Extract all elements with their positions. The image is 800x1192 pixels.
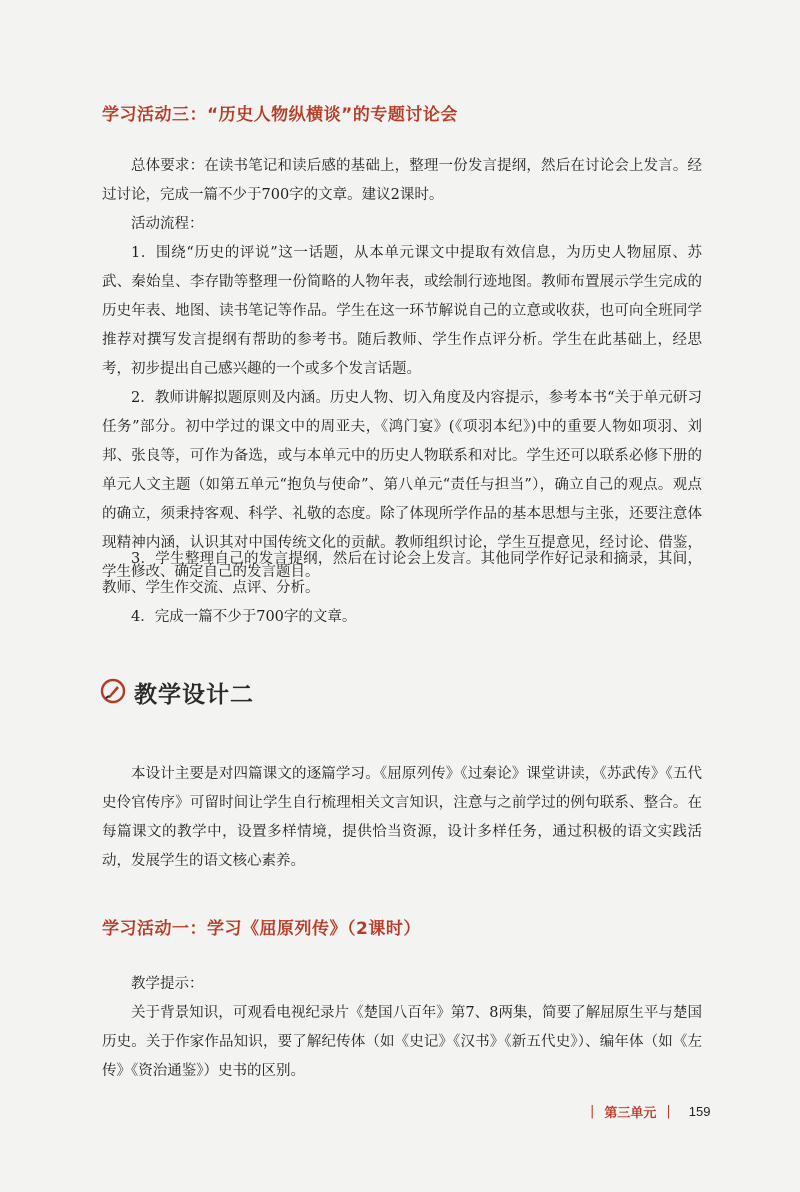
page-footer <box>590 1102 711 1121</box>
activity1-heading: 学习活动一：学习《屈原列传》（2课时） <box>102 919 421 939</box>
activity3-heading: 学习活动三：“历史人物纵横谈”的专题讨论会 <box>102 105 458 125</box>
design2-intro: 本设计主要是对四篇课文的逐篇学习。《屈原列传》《过秦论》课堂讲读，《苏武传》《五代史伶官传序》可留时间让学生自行梳理相关文言知识，注意与之前学过的例句联系、整合。在每篇课文的教学中，设置多样情境，提供恰当资源，设计多样任务，通过积极的语文实践活动，发展学生的语文核心素养。 <box>102 766 702 869</box>
design2-title: 教学设计二 <box>134 682 254 708</box>
activity3-step-1: 1．围绕“历史的评说”这一话题，从本单元课文中提取有效信息，为历史人物屈原、苏武、秦始皇、李存勖等整理一份简略的人物年表，或绘制行迹地图。教师布置展示学生完成的历史年表、地图、读书笔记等作品。学生在这一环节解说自己的立意或收获，也可向全班同学推荐对撰写发言提纲有帮助的参考书。随后教师、学生作点评分析。学生在此基础上，经思考，初步提出自己感兴趣的一个或多个发言话题。 <box>102 245 702 377</box>
footer-divider: | <box>666 1104 671 1119</box>
footer-unit: 第三单元 <box>604 1106 657 1121</box>
activity3-step-4: 4．完成一篇不少于700字的文章。 <box>131 609 357 625</box>
design2-header <box>100 676 254 709</box>
activity3-flow-label: 活动流程： <box>131 216 204 232</box>
activity1-tips: 关于背景知识，可观看电视纪录片《楚国八百年》第7、8两集，简要了解屈原生平与楚国历史。关于作家作品知识，要了解纪传体（如《史记》《汉书》《新五代史》）、编年体（如《左传》《资治通鉴》）史书的区别。 <box>102 1005 702 1079</box>
activity3-step-2: 2．教师讲解拟题原则及内涵。历史人物、切入角度及内容提示，参考本书“关于单元研习任务”部分。初中学过的课文中的周亚夫，《鸿门宴》(《项羽本纪》)中的重要人物如项羽、刘邦、张良等，可作为备选，或与本单元中的历史人物联系和对比。学生还可以联系必修下册的单元人文主题（如第五单元“抱负与使命”、第八单元“责任与担当”），确立自己的观点。观点的确立，须秉持客观、科学、礼敬的态度。除了体现所学作品的基本思想与主张，还要注意体现精神内涵，认识其对中国传统文化的贡献。教师组织讨论，学生互提意见，经讨论、借鉴，学生修改、确定自己的发言题目。 <box>102 390 702 580</box>
page-number: 159 <box>688 1104 711 1119</box>
pen-nib-icon <box>100 678 126 708</box>
footer-divider: | <box>590 1104 595 1119</box>
activity3-step-3: 3．学生整理自己的发言提纲，然后在讨论会上发言。其他同学作好记录和摘录，其间，教师、学生作交流、点评、分析。 <box>102 551 702 596</box>
activity1-tips-label: 教学提示： <box>131 976 204 992</box>
activity3-overall: 总体要求：在读书笔记和读后感的基础上，整理一份发言提纲，然后在讨论会上发言。经过讨论，完成一篇不少于700字的文章。建议2课时。 <box>102 158 702 203</box>
